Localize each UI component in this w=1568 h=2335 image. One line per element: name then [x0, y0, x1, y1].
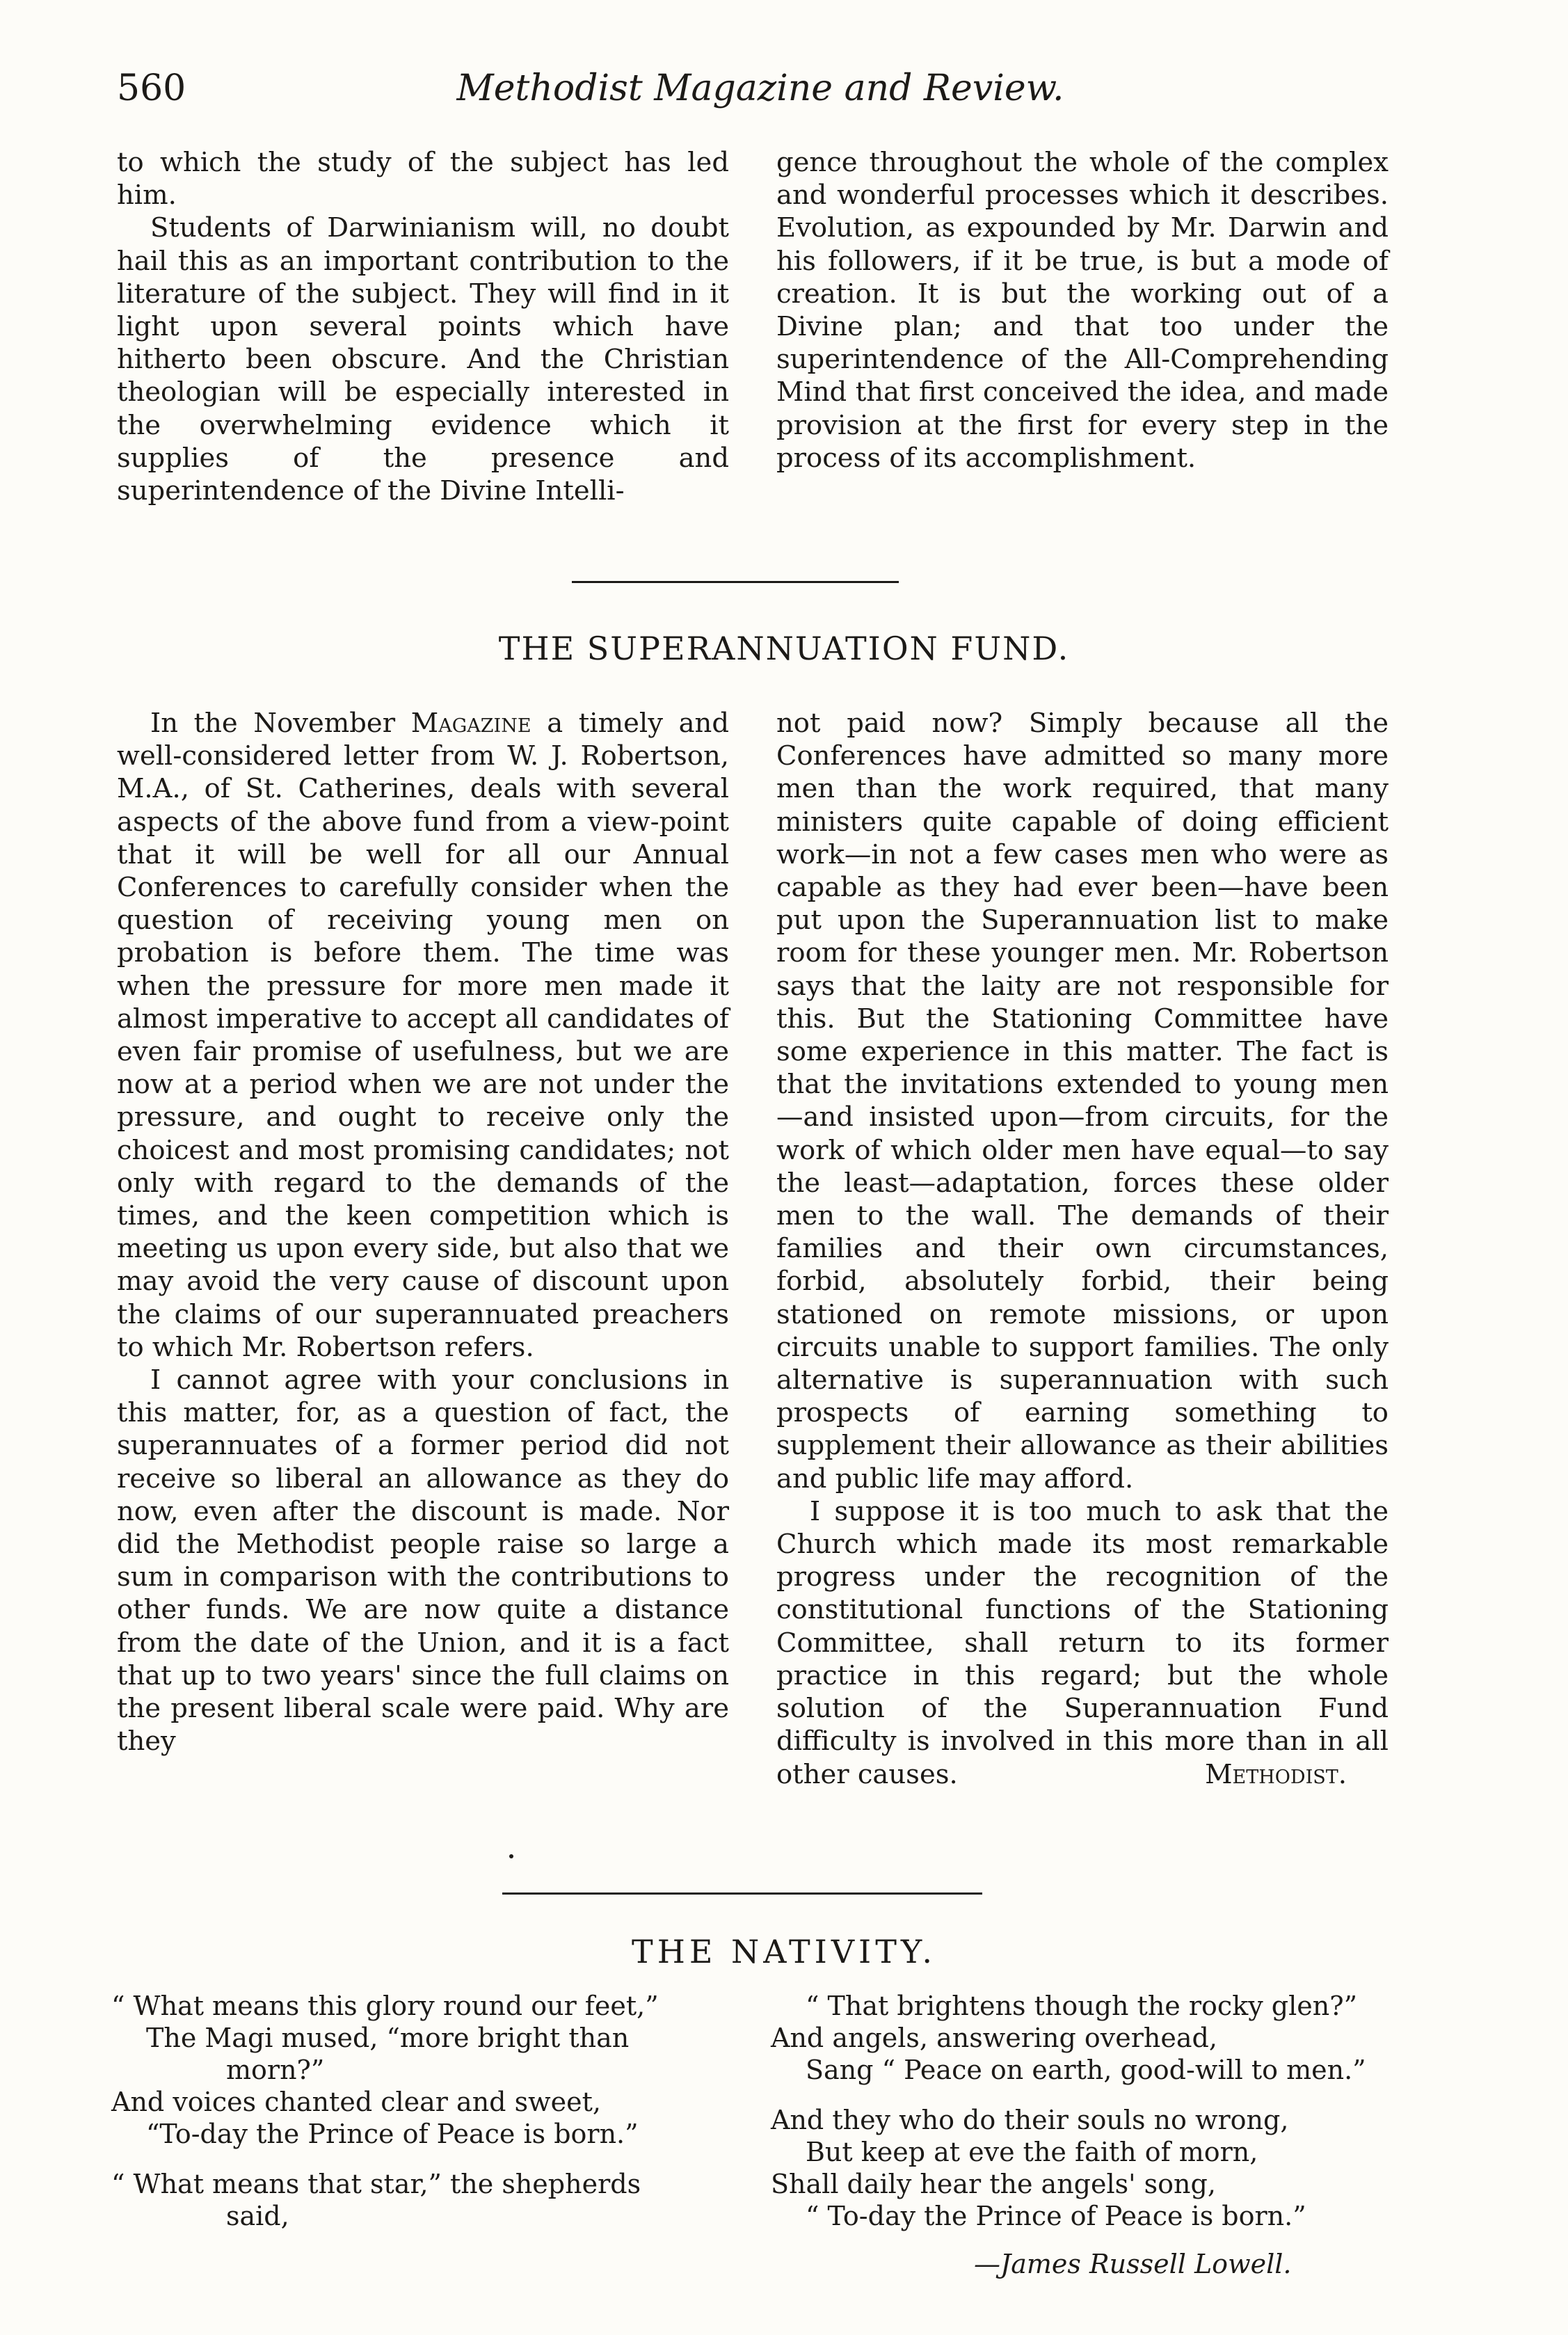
section-divider: [502, 1892, 982, 1895]
section-title-nativity: THE NATIVITY.: [632, 1933, 936, 1970]
poem-line: “ What means this glory round our feet,”: [111, 1991, 659, 2021]
poem-line: said,: [226, 2201, 289, 2231]
ornament-dot: [509, 1854, 513, 1858]
paragraph: In the November Magazine a timely and well-considered letter from W. J. Robertson, M.A., of St. Catherines, deals with several aspects of the above fund from a view-point that it will be well for all our Annual Conferences to carefully consider when the question of receiving young men on probation is before them. The time was when the pressure for more men made it almost imperative to accept all candidates of even fair promise of usefulness, but we are now at a period when we are not under the pressure, and ought to receive only the choicest and most promising candidates; not only with regard to the demands of the times, and the keen competition which is meeting us upon every side, but also that we may avoid the very cause of discount upon the claims of our superannuated preachers to which Mr. Robertson refers.: [117, 708, 729, 1363]
poem-line: And they who do their souls no wrong,: [771, 2105, 1289, 2135]
section-title-superannuation: THE SUPERANNUATION FUND.: [498, 630, 1070, 667]
superannuation-right-column: [776, 707, 1389, 1791]
intro-right-column: [776, 146, 1389, 475]
signature: Methodist.: [1205, 1758, 1347, 1790]
superannuation-left-column: [117, 707, 729, 1758]
paragraph: to which the study of the subject has led him.: [117, 147, 729, 212]
poem-line: And voices chanted clear and sweet,: [111, 2087, 601, 2117]
poem-line: “ What means that star,” the shepherds: [111, 2169, 641, 2199]
page-header: [117, 66, 1404, 122]
stanza: [111, 1990, 737, 2150]
stanza: [771, 1990, 1397, 2086]
stanza: [771, 2104, 1397, 2232]
section-divider: [572, 581, 899, 583]
running-title: Methodist Magazine and Review.: [456, 67, 1064, 109]
poem-line: “ To-day the Prince of Peace is born.”: [806, 2201, 1306, 2231]
paragraph: not paid now? Simply because all the Conferences have admitted so many more men than the work required, that many ministers quite capable of doing efficient work—in not a few cases men who were as capable as they had ever been—have been put upon the Superannuation list to make room for these younger men. Mr. Robertson says that the laity are not responsible for this. But the Stationing Committee have some experience in this matter. The fact is that the invitations extended to young men—and insisted upon—from circuits, for the work of which older men have equal—to say the least—adaptation, forces these older men to the wall. The demands of their families and their own circumstances, forbid, absolutely forbid, their being stationed on remote missions, or upon circuits unable to support families. The only alternative is superannuation with such prospects of earning something to supplement their allowance as their abilities and public life may afford.: [776, 708, 1389, 1495]
poem-line: morn?”: [226, 2055, 325, 2085]
poem-line: The Magi mused, “more bright than: [146, 2023, 630, 2053]
magazine-name: Magazine: [410, 708, 531, 739]
poem-line: And angels, answering overhead,: [771, 2023, 1217, 2053]
intro-left-column: [117, 146, 729, 507]
paragraph: Students of Darwinianism will, no doubt hail this as an important contribution to the literature of the subject. They will find in it light upon several points which have hitherto been obscure. And the Christian theologian will be especially interested in the overwhelming evidence which it supplies of the presence and superintendence of the Divine Intelli-: [117, 212, 729, 507]
paragraph: gence throughout the whole of the complex and wonderful processes which it describes. Evolution, as expounded by Mr. Darwin and his followers, if it be true, is but a mode of creation. It is but the working out of a Divine plan; and that too under the superintendence of the All-Comprehending Mind that first conceived the idea, and made provision at the first for every step in the process of its accomplishment.: [776, 147, 1389, 474]
poem-line: “To-day the Prince of Peace is born.”: [146, 2119, 639, 2149]
poem-attribution: —James Russell Lowell.: [974, 2249, 1292, 2279]
stanza: [111, 2168, 737, 2232]
poem-line: Sang “ Peace on earth, good-will to men.”: [806, 2055, 1366, 2085]
paragraph: I cannot agree with your conclusions in this matter, for, as a question of fact, the superannuates of a former period did not receive so liberal an allowance as they do now, even after the discount is made. Nor did the Methodist people raise so large a sum in comparison with the contributions to other funds. We are now quite a distance from the date of the Union, and it is a fact that up to two years' since the full claims on the present liberal scale were paid. Why are they: [117, 1364, 729, 1758]
paragraph: I suppose it is too much to ask that the Church which made its most remarkable progress under the recognition of the constitutional functions of the Stationing Committee, shall return to its former practice in this regard; but the whole solution of the Superannuation Fund difficulty is involved in this more than in all other causes. Methodist.: [776, 1495, 1389, 1790]
poem-line: But keep at eve the faith of morn,: [806, 2137, 1258, 2167]
poem-line: “ That brightens though the rocky glen?”: [806, 1991, 1358, 2021]
poem-left-column: [111, 1990, 737, 2250]
poem-right-column: [771, 1990, 1397, 2250]
poem-line: Shall daily hear the angels' song,: [771, 2169, 1216, 2199]
page-number: 560: [117, 67, 186, 109]
